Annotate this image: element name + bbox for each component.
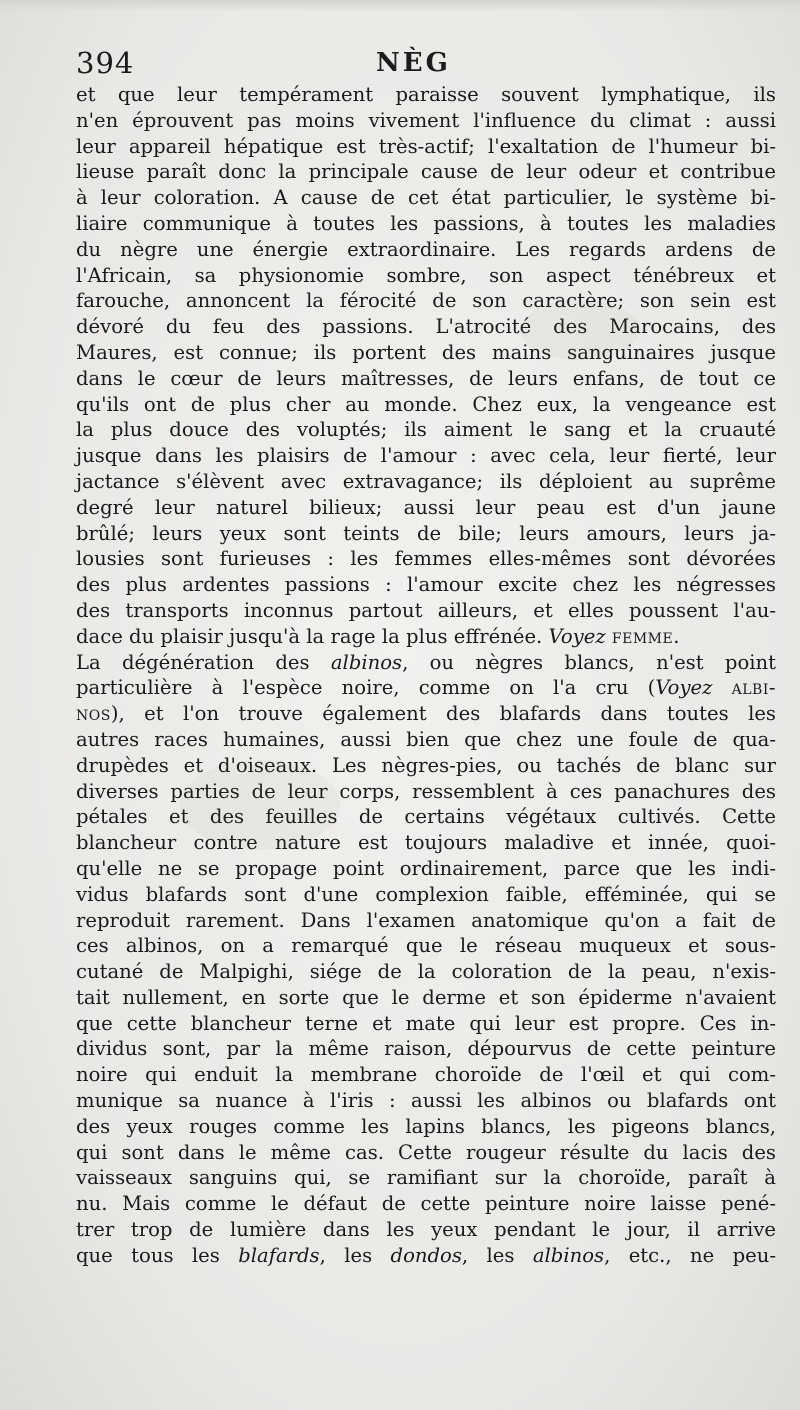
text-run: des transports inconnus partout ailleurs, et elles poussent l'au- <box>76 598 776 622</box>
text-line <box>76 1140 776 1166</box>
text-run: blafards <box>238 1243 320 1267</box>
text-line <box>76 650 776 676</box>
text-run: , ou nègres blancs, n'est point <box>402 650 776 674</box>
text-run: cutané de Malpighi, siége de la coloration de la peau, n'exis- <box>76 960 776 984</box>
text-run: noire qui enduit la membrane choroïde de l'œil et qui com- <box>76 1063 776 1087</box>
text-line <box>76 340 776 366</box>
text-line <box>76 624 776 650</box>
text-run: et que leur tempérament paraisse souvent lymphatique, ils <box>76 83 776 106</box>
text-run: qu'ils ont de plus cher au monde. Chez eux, la vengeance est <box>76 392 776 416</box>
text-line <box>76 701 776 727</box>
text-line <box>76 185 776 211</box>
text-line <box>76 1036 776 1062</box>
text-line <box>76 546 776 572</box>
text-line <box>76 392 776 418</box>
text-line <box>76 985 776 1011</box>
text-run <box>712 676 731 699</box>
text-line <box>76 108 776 134</box>
text-line <box>76 1088 776 1114</box>
text-run: Voyez <box>548 624 606 648</box>
text-run: , les <box>461 1243 533 1267</box>
text-run: drupèdes et d'oiseaux. Les nègres-pies, ou tachés de blanc sur <box>76 753 776 777</box>
text-run: lieuse paraît donc la principale cause de leur odeur et contribue <box>76 160 776 184</box>
text-run: trer trop de lumière dans les yeux pendant le jour, il arrive <box>76 1218 776 1242</box>
text-line <box>76 237 776 263</box>
text-line <box>76 314 776 340</box>
text-line <box>76 211 776 237</box>
text-run: jactance s'élèvent avec extravagance; ils déploient au suprême <box>76 469 776 493</box>
text-run: que tous les <box>76 1243 239 1267</box>
text-line <box>76 443 776 469</box>
text-line <box>76 727 776 753</box>
text-run: blancheur contre nature est toujours maladive et innée, quoi- <box>76 831 776 855</box>
text-run: diverses parties de leur corps, ressemblent à ces panachures des <box>76 779 776 803</box>
text-run: du nègre une énergie extraordinaire. Les regards ardens de <box>76 237 776 261</box>
text-line <box>76 1243 776 1269</box>
text-line <box>76 82 776 108</box>
text-line <box>76 779 776 805</box>
text-run: des plus ardentes passions : l'amour excite chez les négresses <box>76 573 776 597</box>
text-run: que cette blancheur terne et mate qui leur est propre. Ces in- <box>76 1011 776 1035</box>
text-line <box>76 959 776 985</box>
text-line <box>76 830 776 856</box>
text-line <box>76 882 776 908</box>
page-number: 394 <box>76 46 135 80</box>
text-run: , les <box>319 1243 391 1267</box>
text-run: vaisseaux sanguins qui, se ramifiant sur la choroïde, paraît à <box>76 1166 776 1190</box>
text-run: femme. <box>611 624 680 648</box>
text-run: dévoré du feu des passions. L'atrocité des Marocains, des <box>76 315 776 339</box>
text-line <box>76 366 776 392</box>
text-line <box>76 598 776 624</box>
text-line <box>76 1165 776 1191</box>
running-head-title: NÈG <box>376 48 451 78</box>
text-line <box>76 1217 776 1243</box>
text-run: degré leur naturel bilieux; aussi leur peau est d'un jaune <box>76 495 776 519</box>
text-run: l'Africain, sa physionomie sombre, son aspect ténébreux et <box>76 263 776 287</box>
text-run: à leur coloration. A cause de cet état particulier, le système bi- <box>76 186 776 210</box>
text-run: tait nullement, en sorte que le derme et son épiderme n'avaient <box>76 985 776 1009</box>
text-run: La dégénération des <box>76 650 331 674</box>
text-line <box>76 572 776 598</box>
page-edge-shadow <box>0 0 800 12</box>
text-run: nu. Mais comme le défaut de cette peinture noire laisse pené- <box>76 1192 776 1216</box>
text-run: jusque dans les plaisirs de l'amour : avec cela, leur fierté, leur <box>76 444 776 468</box>
text-run: liaire communique à toutes les passions, à toutes les maladies <box>76 211 776 235</box>
text-run: , etc., ne peu- <box>604 1243 776 1267</box>
text-line <box>76 159 776 185</box>
text-line <box>76 134 776 160</box>
text-run: dividus sont, par la même raison, dépourvus de cette peinture <box>76 1037 776 1061</box>
text-run: vidus blafards sont d'une complexion faible, efféminée, qui se <box>76 882 776 906</box>
text-run: farouche, annoncent la férocité de son caractère; son sein est <box>76 289 776 313</box>
text-run: la plus douce des voluptés; ils aiment le sang et la cruauté <box>76 418 776 442</box>
text-run: leur appareil hépatique est très-actif; l'exaltation de l'humeur bi- <box>76 134 776 158</box>
text-run: des yeux rouges comme les lapins blancs, les pigeons blancs, <box>76 1114 776 1138</box>
text-run: qu'elle ne se propage point ordinairement, parce que les indi- <box>76 856 776 880</box>
text-run: particulière à l'espèce noire, comme on l'a cru ( <box>76 676 656 700</box>
text-line <box>76 753 776 779</box>
text-run: dans le cœur de leurs maîtresses, de leurs enfans, de tout ce <box>76 366 776 390</box>
text-line <box>76 417 776 443</box>
text-run: dace du plaisir jusqu'à la rage la plus effrénée. <box>76 624 549 648</box>
text-line <box>76 495 776 521</box>
text-line <box>76 1114 776 1140</box>
text-run: dondos <box>390 1243 462 1267</box>
text-run: lousies sont furieuses : les femmes elles-mêmes sont dévorées <box>76 547 776 571</box>
text-line <box>76 288 776 314</box>
text-run: ), et l'on trouve également des blafards dans toutes les <box>110 702 776 726</box>
text-run: Maures, est connue; ils portent des mains sanguinaires jusque <box>76 340 776 364</box>
text-run: pétales et des feuilles de certains végétaux cultivés. Cette <box>76 805 776 829</box>
text-line <box>76 1062 776 1088</box>
text-run: brûlé; leurs yeux sont teints de bile; leurs amours, leurs ja- <box>76 521 776 545</box>
body-text <box>76 82 776 1269</box>
text-line <box>76 521 776 547</box>
text-line <box>76 1191 776 1217</box>
text-run: nos <box>76 702 111 726</box>
text-run: reproduit rarement. Dans l'examen anatomique qu'on a fait de <box>76 908 776 932</box>
text-run: ces albinos, on a remarqué que le réseau muqueux et sous- <box>76 934 776 958</box>
text-line <box>76 804 776 830</box>
text-line <box>76 675 776 701</box>
text-run: n'en éprouvent pas moins vivement l'influence du climat : aussi <box>76 108 776 132</box>
text-run: munique sa nuance à l'iris : aussi les albinos ou blafards ont <box>76 1089 776 1113</box>
text-run: qui sont dans le même cas. Cette rougeur résulte du lacis des <box>76 1140 776 1164</box>
text-run: albinos <box>330 650 403 674</box>
text-run: Voyez <box>655 676 713 700</box>
text-line <box>76 908 776 934</box>
text-run: albinos <box>532 1243 605 1267</box>
text-line <box>76 469 776 495</box>
text-line <box>76 856 776 882</box>
text-line <box>76 933 776 959</box>
text-line <box>76 1011 776 1037</box>
text-run: autres races humaines, aussi bien que chez une foule de qua- <box>76 727 776 751</box>
text-run: albi- <box>731 676 776 700</box>
text-line <box>76 263 776 289</box>
running-head <box>76 46 776 86</box>
